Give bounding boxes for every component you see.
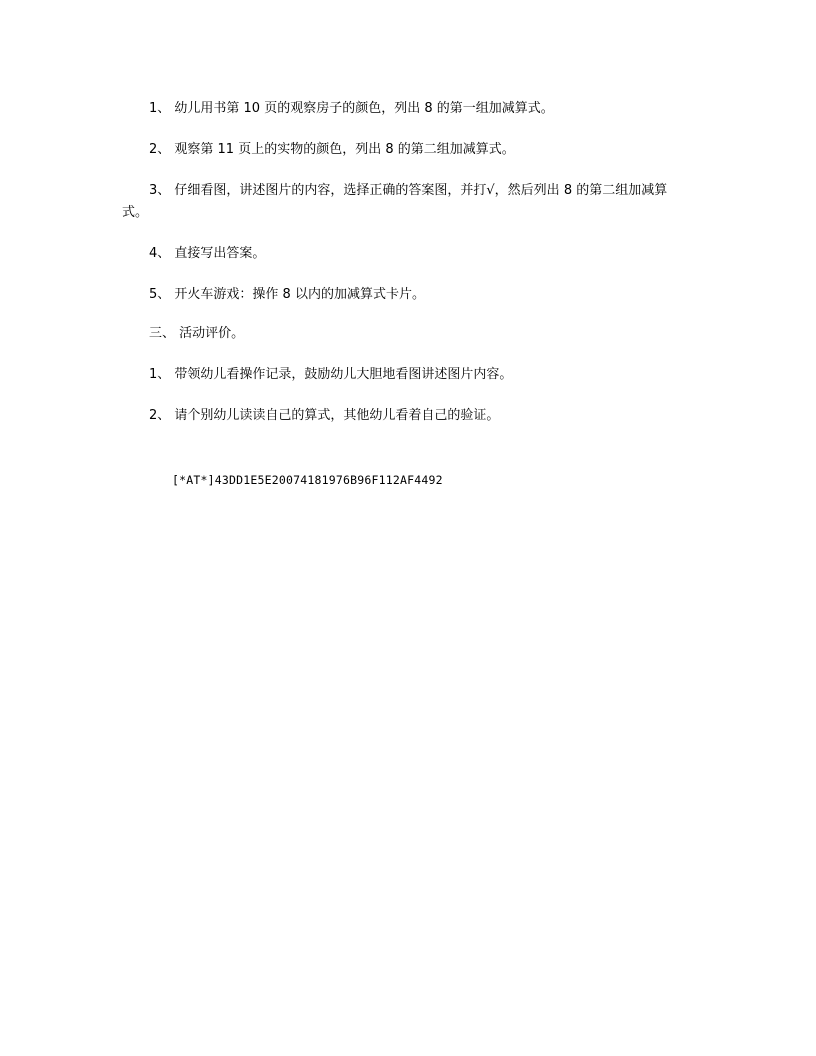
paragraph-step-2: 2、 观察第 11 页上的实物的颜色，列出 8 的第二组加减算式。 [149, 142, 515, 157]
paragraph-step-5: 5、 开火车游戏：操作 8 以内的加减算式卡片。 [149, 287, 425, 302]
paragraph-eval-2: 2、 请个别幼儿读读自己的算式，其他幼儿看着自己的验证。 [149, 408, 500, 423]
document-id-code: [*AT*]43DD1E5E20074181976B96F112AF4492 [172, 473, 443, 487]
paragraph-step-3: 3、 仔细看图，讲述图片的内容，选择正确的答案图，并打√，然后列出 8 的第二组加减算式。 [122, 183, 668, 220]
paragraph-step-1: 1、 幼儿用书第 10 页的观察房子的颜色，列出 8 的第一组加减算式。 [149, 101, 554, 116]
paragraph-eval-1: 1、 带领幼儿看操作记录，鼓励幼儿大胆地看图讲述图片内容。 [149, 367, 513, 382]
paragraph-step-4: 4、 直接写出答案。 [149, 246, 266, 261]
section-heading-evaluation: 三、 活动评价。 [149, 326, 245, 341]
